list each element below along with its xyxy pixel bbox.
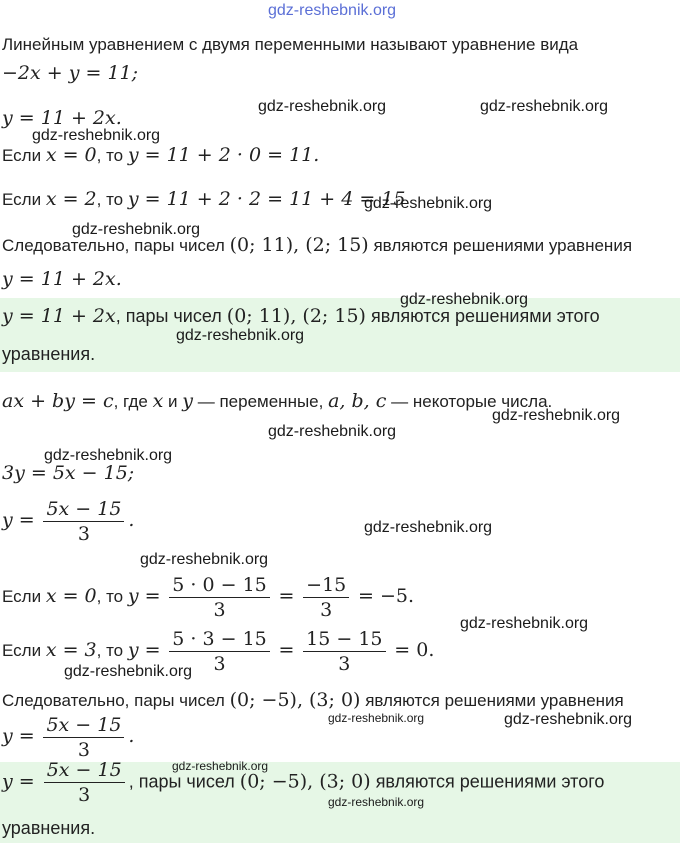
case-prefix: Если	[2, 190, 42, 209]
var-x: x	[152, 390, 164, 412]
answer-pairs: (0; 11), (2; 15)	[226, 305, 366, 327]
case-condition: x = 0	[45, 144, 97, 166]
answer-text: , пары чисел	[115, 306, 222, 326]
conclusion-pairs: (0; 11), (2; 15)	[229, 234, 369, 256]
fraction-denominator: 3	[78, 784, 91, 806]
watermark-text: gdz-reshebnik.org	[268, 423, 397, 440]
fraction	[44, 758, 125, 807]
site-watermark: gdz-reshebnik.org	[268, 2, 397, 19]
case-expression: y = 11 + 2 · 2 = 11 + 4 = 15	[127, 188, 406, 210]
watermark-text: gdz-reshebnik.org	[176, 327, 305, 344]
case-condition: x = 3	[45, 638, 97, 661]
case-expression: y = 11 + 2 · 0 = 11.	[127, 144, 320, 166]
equation-3: 3y = 5x − 15;	[2, 462, 135, 484]
case-condition: x = 2	[45, 188, 97, 210]
conclusion-b2	[2, 689, 624, 712]
case-condition: x = 0	[45, 584, 97, 607]
form-and: и	[168, 392, 178, 411]
answer-end-b2: уравнения.	[2, 818, 96, 838]
case-result: = −5.	[358, 584, 415, 607]
y-equals: y =	[2, 508, 35, 531]
y-equals: y =	[2, 724, 35, 747]
form-equation: ax + by = c	[2, 390, 114, 412]
case-then: , то	[96, 190, 124, 209]
y-equals: y =	[127, 584, 161, 607]
conclusion-equation: y = 11 + 2x.	[2, 268, 122, 290]
conclusion-end: являются решениями уравнения	[365, 691, 624, 710]
fraction	[169, 573, 269, 622]
watermark-text: gdz-reshebnik.org	[32, 127, 161, 144]
watermark-text: gdz-reshebnik.org	[64, 663, 193, 680]
fraction-denominator: 3	[77, 739, 90, 761]
case-then: , то	[96, 640, 124, 660]
watermark-text: gdz-reshebnik.org	[364, 519, 493, 536]
form-text: , где	[113, 392, 148, 411]
fraction-numerator: 15 − 15	[303, 627, 385, 652]
equation-1: −2x + y = 11;	[2, 62, 139, 84]
answer-text: , пары чисел	[128, 771, 235, 792]
case-x2	[2, 188, 406, 211]
y-equals: y =	[2, 770, 35, 793]
watermark-text: gdz-reshebnik.org	[504, 711, 633, 728]
fraction-numerator: 5 · 3 − 15	[169, 627, 269, 652]
conclusion-end: являются решениями уравнения	[373, 236, 633, 255]
coefficients: a, b, c	[328, 390, 387, 412]
watermark-text: gdz-reshebnik.org	[328, 795, 425, 809]
watermark-text: gdz-reshebnik.org	[258, 98, 387, 115]
case-prefix: Если	[2, 586, 42, 606]
answer-text: являются решениями этого	[375, 771, 605, 792]
answer-pairs: (0; −5), (3; 0)	[239, 770, 371, 793]
fraction-denominator: 3	[338, 653, 351, 675]
conclusion-pairs: (0; −5), (3; 0)	[229, 689, 361, 711]
linear-form	[2, 390, 552, 413]
watermark-text: gdz-reshebnik.org	[460, 615, 589, 632]
answer-equation: y = 11 + 2x	[2, 305, 116, 327]
watermark-text: gdz-reshebnik.org	[328, 711, 425, 725]
conclusion-equation-b2: y = $\frac{5x - 15}{3}$ .	[2, 714, 135, 761]
watermark-text: gdz-reshebnik.org	[172, 759, 269, 773]
case-result: = 0.	[394, 638, 435, 661]
fraction	[303, 573, 349, 622]
intro-text: Линейным уравнением с двумя переменными называют уравнение вида	[2, 35, 579, 54]
fraction	[303, 627, 385, 676]
watermark-text: gdz-reshebnik.org	[140, 551, 269, 568]
equation-2: y = 11 + 2x.	[2, 107, 122, 129]
fraction-numerator: 5x − 15	[44, 758, 125, 783]
fraction-denominator: 3	[77, 523, 90, 545]
case-x3-b2: Если x = 3, то y = $\frac{5 \cdot 3 - 15}{3}$ = $\frac{15 - 15}{3}$ = 0.	[2, 628, 435, 675]
fraction-numerator: 5x − 15	[43, 497, 124, 522]
watermark-text: gdz-reshebnik.org	[400, 291, 529, 308]
watermark-text: gdz-reshebnik.org	[72, 221, 201, 238]
answer-end: уравнения.	[2, 344, 96, 364]
fraction-numerator: −15	[303, 573, 349, 598]
fraction-denominator: 3	[320, 599, 333, 621]
form-text: — переменные,	[197, 392, 324, 411]
watermark-text: gdz-reshebnik.org	[480, 98, 609, 115]
fraction-numerator: 5x − 15	[43, 713, 124, 738]
case-x0-b2: Если x = 0, то y = $\frac{5 \cdot 0 - 15}{3}$ = $\frac{-15}{3}$ = −5.	[2, 574, 415, 621]
fraction-denominator: 3	[213, 653, 226, 675]
conclusion-text: Следовательно, пары чисел	[2, 236, 225, 255]
conclusion-text: Следовательно, пары чисел	[2, 691, 225, 710]
case-prefix: Если	[2, 146, 42, 165]
watermark-text: gdz-reshebnik.org	[44, 447, 173, 464]
fraction-numerator: 5 · 0 − 15	[169, 573, 269, 598]
answer-text: являются решениями этого	[370, 306, 600, 326]
watermark-text: gdz-reshebnik.org	[364, 195, 493, 212]
case-then: , то	[96, 586, 124, 606]
fraction-denominator: 3	[213, 599, 226, 621]
fraction	[43, 713, 124, 762]
case-prefix: Если	[2, 640, 42, 660]
var-y: y	[182, 390, 194, 412]
watermark-text: gdz-reshebnik.org	[492, 407, 621, 424]
equation-4: y = $\frac{5x - 15}{3}$ .	[2, 498, 135, 545]
case-x0	[2, 144, 319, 167]
y-equals: y =	[127, 638, 161, 661]
case-then: , то	[96, 146, 124, 165]
answer-line-b2	[2, 758, 604, 807]
form-text: — некоторые числа.	[391, 392, 553, 411]
fraction	[43, 497, 124, 546]
